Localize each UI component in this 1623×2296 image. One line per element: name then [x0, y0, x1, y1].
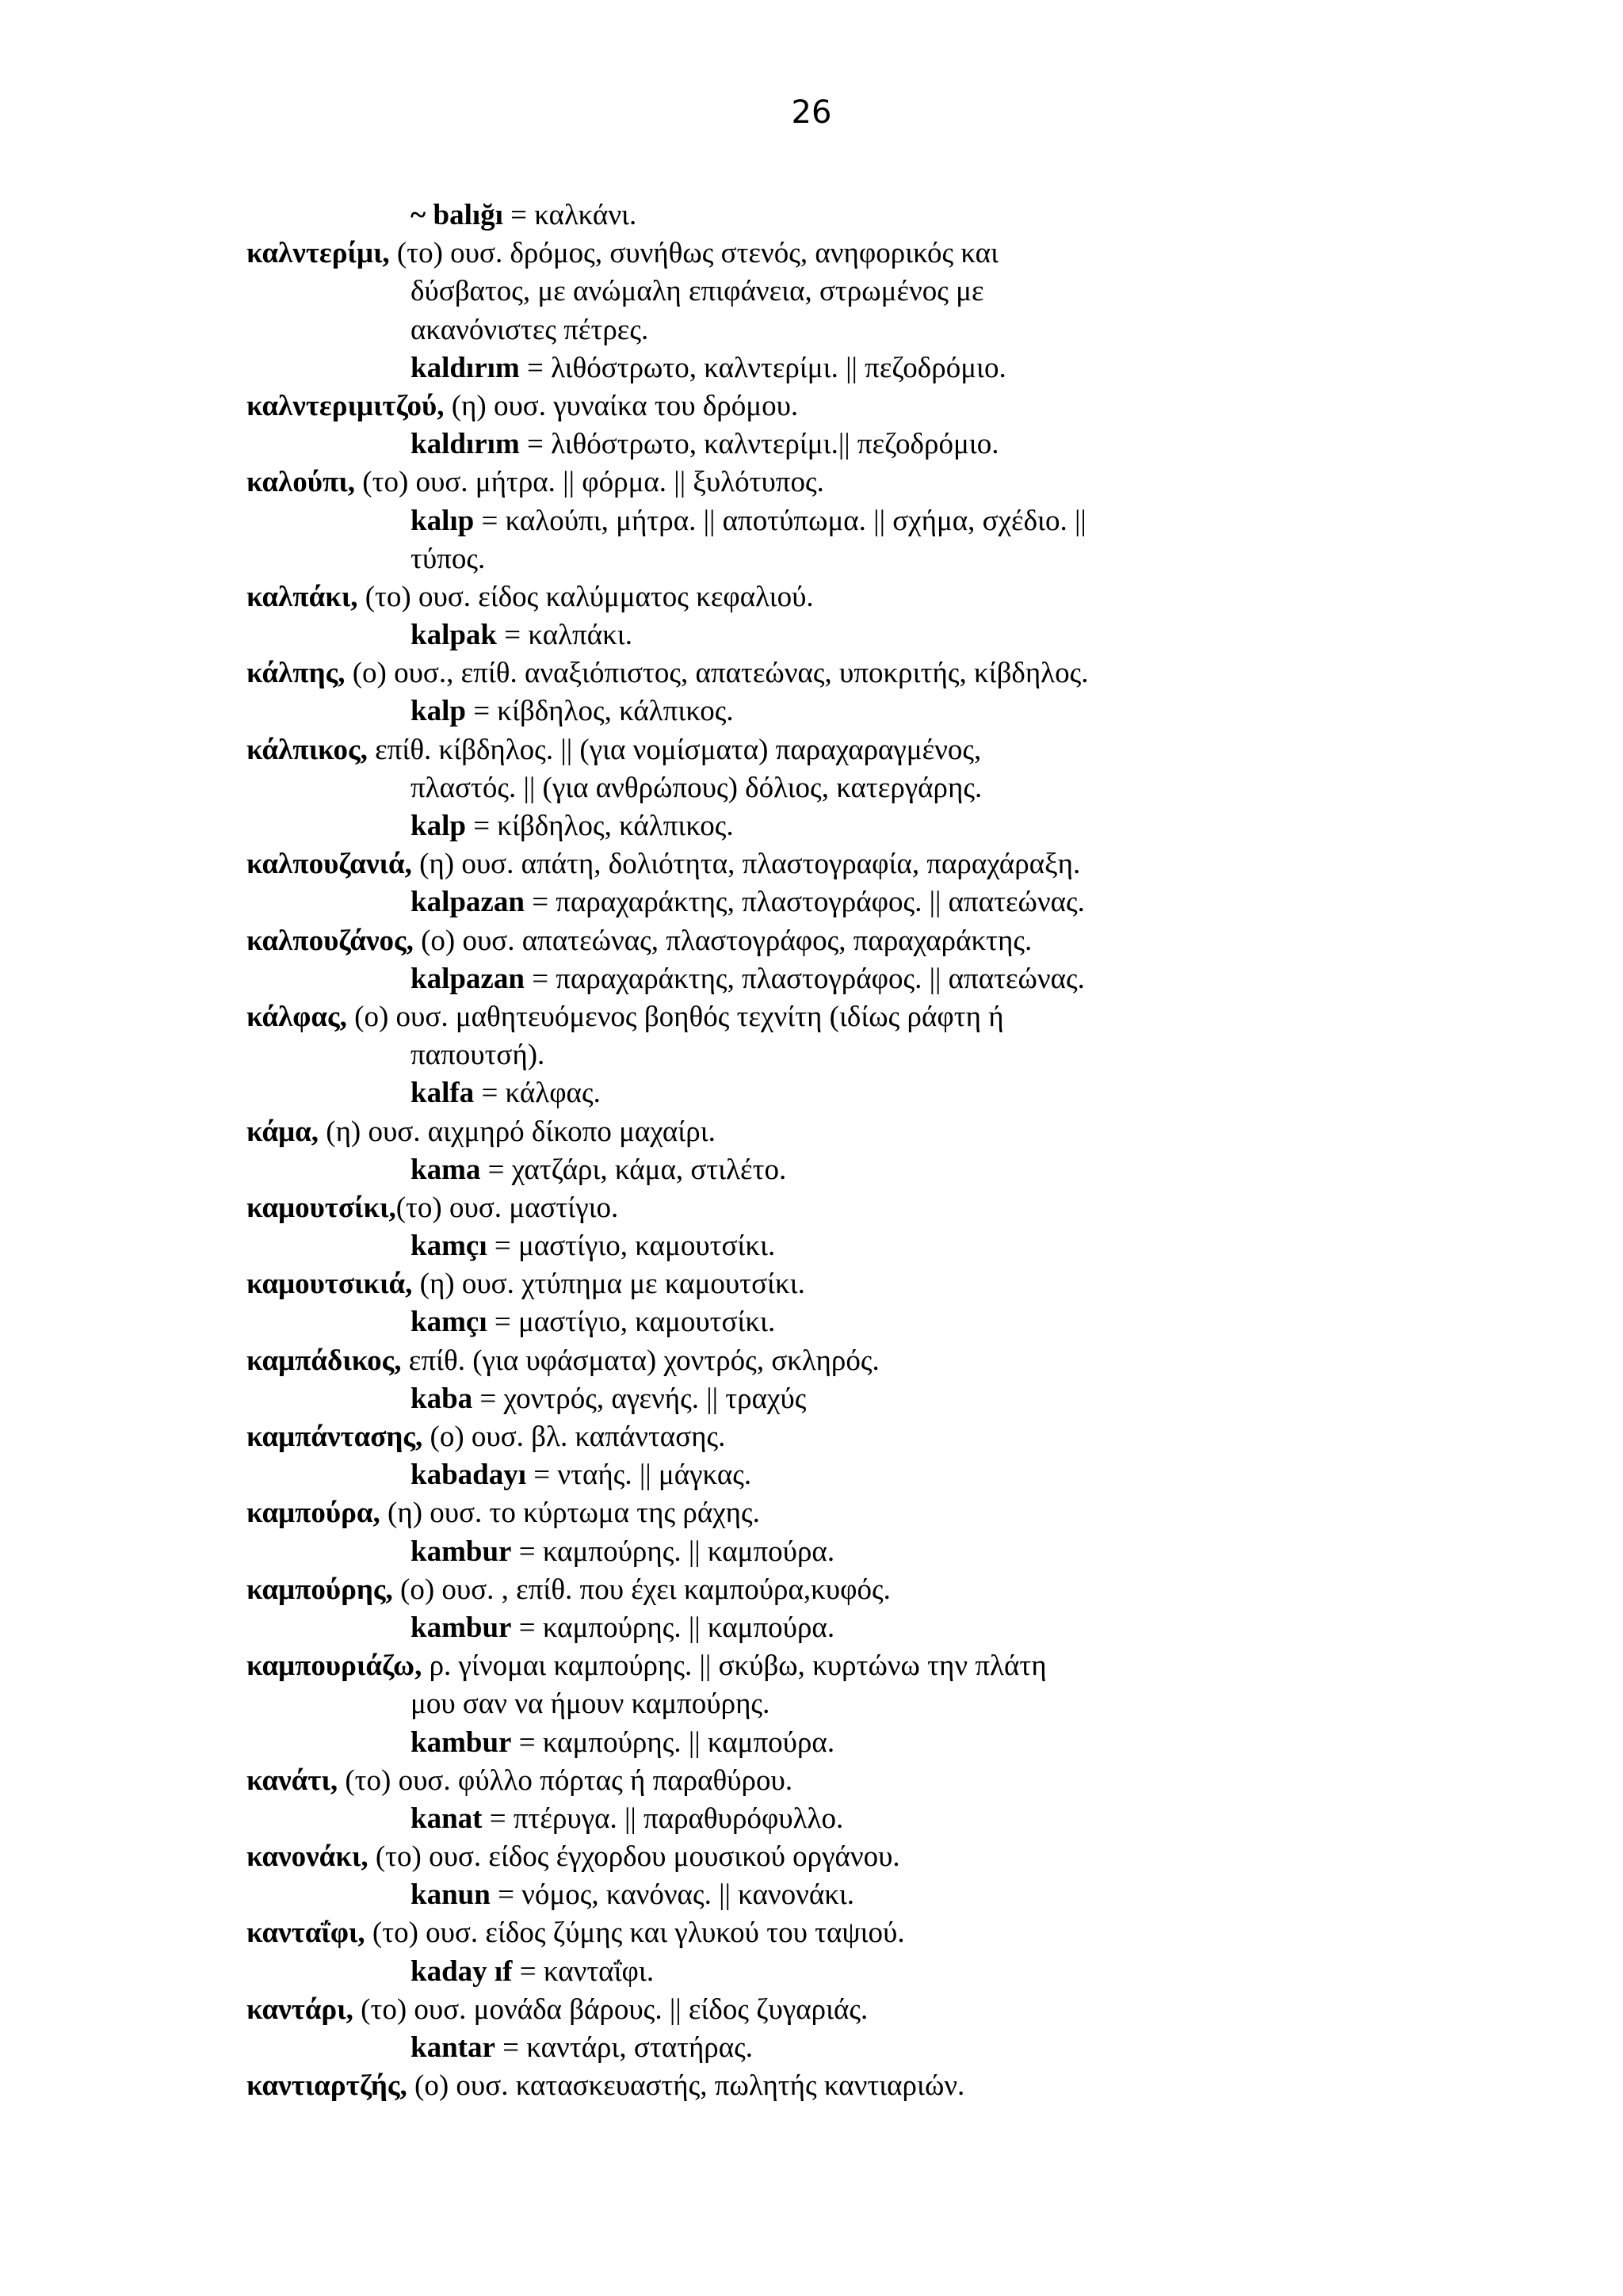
entry-line-headword: [246, 2067, 1419, 2105]
entry-text: ρ. γίνομαι καμπούρης. || σκύβω, κυρτώνω την πλάτη: [422, 1650, 1047, 1683]
entry-line-headword: [246, 845, 1419, 883]
entry-line-continuation: [246, 1533, 1419, 1571]
entry-text: (ο) ουσ. βλ. καπάντασης.: [422, 1421, 726, 1453]
entry-line-continuation: [246, 1609, 1419, 1647]
headword: κάλπης,: [246, 657, 346, 690]
entry-line-continuation: [246, 883, 1419, 921]
etymon-word: kalpak: [411, 619, 498, 652]
etymon-word: kaday ıf: [411, 1955, 513, 1988]
entry-text: = παραχαράκτης, πλαστογράφος. || απατεώνας.: [524, 886, 1085, 919]
entry-line-continuation: [246, 540, 1419, 578]
entry-line-continuation: [246, 1227, 1419, 1265]
entry-line-continuation: [246, 196, 1419, 235]
entry-text: = λιθόστρωτο, καλντερίμι.|| πεζοδρόμιο.: [519, 428, 999, 461]
headword: καμπάδικος,: [246, 1344, 402, 1377]
entry-line-headword: [246, 1838, 1419, 1876]
etymon-word: kambur: [411, 1535, 512, 1568]
entry-line-continuation: [246, 273, 1419, 311]
entry-text: = μαστίγιο, καμουτσίκι.: [487, 1306, 776, 1339]
entry-text: = κάλφας.: [474, 1077, 601, 1110]
entry-line-continuation: [246, 349, 1419, 387]
headword: καλντερίμι,: [246, 237, 390, 270]
headword: καμπούρα,: [246, 1497, 380, 1530]
entry-text: (ο) ουσ. , επίθ. που έχει καμπούρα,κυφός.: [392, 1573, 891, 1606]
entry-line-continuation: [246, 1685, 1419, 1723]
entry-text: (η) ουσ. το κύρτωμα της ράχης.: [380, 1497, 760, 1530]
entry-line-continuation: [246, 1074, 1419, 1112]
entry-text: (ο) ουσ. μαθητευόμενος βοηθός τεχνίτη (ιδίως ράφτη ή: [346, 1000, 1004, 1033]
entry-text: ακανόνιστες πέτρες.: [411, 313, 649, 346]
entry-line-continuation: [246, 1724, 1419, 1762]
entry-line-continuation: [246, 692, 1419, 730]
headword: καντάρι,: [246, 1993, 353, 2026]
headword: καλπάκι,: [246, 580, 358, 613]
entry-line-headword: [246, 1113, 1419, 1151]
headword: καμπουριάζω,: [246, 1650, 422, 1683]
entry-text: (η) ουσ. απάτη, δολιότητα, πλαστογραφία, παραχάραξη.: [411, 848, 1081, 881]
entry-line-continuation: [246, 502, 1419, 540]
headword: κανταΐφι,: [246, 1917, 365, 1950]
entry-line-headword: [246, 1418, 1419, 1456]
entry-text: = λιθόστρωτο, καλντερίμι. || πεζοδρόμιο.: [519, 351, 1006, 384]
etymon-word: ~ balığı: [411, 199, 503, 231]
headword: κανονάκι,: [246, 1840, 369, 1874]
etymon-word: kabadayı: [411, 1459, 527, 1492]
dictionary-entries: [246, 196, 1419, 2105]
etymon-word: kama: [411, 1153, 481, 1186]
entry-text: = νταής. || μάγκας.: [526, 1459, 752, 1492]
etymon-word: kaldırım: [411, 351, 520, 384]
entry-line-headword: [246, 1342, 1419, 1380]
entry-text: = καμπούρης. || καμπούρα.: [511, 1611, 835, 1644]
entry-text: = χοντρός, αγενής. || τραχύς: [472, 1382, 807, 1415]
etymon-word: kalp: [411, 810, 466, 842]
entry-text: = μαστίγιο, καμουτσίκι.: [487, 1230, 776, 1263]
etymon-word: kaldırım: [411, 428, 520, 461]
entry-line-continuation: [246, 1876, 1419, 1914]
entry-text: = κίβδηλος, κάλπικος.: [465, 810, 734, 842]
entry-line-headword: [246, 1494, 1419, 1532]
headword: κάμα,: [246, 1115, 319, 1148]
entry-line-headword: [246, 1265, 1419, 1303]
entry-line-headword: [246, 235, 1419, 273]
entry-text: μου σαν να ήμουν καμπούρης.: [411, 1688, 770, 1721]
entry-line-headword: [246, 1647, 1419, 1685]
etymon-word: kamçı: [411, 1306, 487, 1339]
entry-text: (η) ουσ. αιχμηρό δίκοπο μαχαίρι.: [319, 1115, 716, 1148]
entry-line-continuation: [246, 425, 1419, 463]
entry-line-headword: [246, 1991, 1419, 2029]
etymon-word: kanat: [411, 1802, 483, 1835]
entry-line-continuation: [246, 311, 1419, 349]
entry-text: (ο) ουσ. απατεώνας, πλαστογράφος, παραχαράκτης.: [413, 924, 1033, 957]
entry-text: τύπος.: [411, 542, 486, 575]
etymon-word: kalpazan: [411, 962, 525, 995]
headword: καλπουζάνος,: [246, 924, 414, 957]
entry-text: (ο) ουσ., επίθ. αναξιόπιστος, απατεώνας, υποκριτής, κίβδηλος.: [345, 657, 1089, 690]
entry-line-continuation: [246, 616, 1419, 654]
entry-line-continuation: [246, 1303, 1419, 1341]
entry-text: = καλπάκι.: [497, 619, 632, 652]
entry-line-continuation: [246, 1800, 1419, 1838]
etymon-word: kaba: [411, 1382, 473, 1415]
entry-text: = κανταΐφι.: [512, 1955, 655, 1988]
entry-text: (ο) ουσ. κατασκευαστής, πωλητής καντιαριών.: [407, 2069, 965, 2103]
entry-text: παπουτσή).: [411, 1039, 545, 1072]
headword: κάλφας,: [246, 1000, 347, 1033]
entry-line-headword: [246, 1189, 1419, 1227]
headword: καλούπι,: [246, 466, 355, 499]
page-number: 26: [791, 94, 832, 131]
entry-line-headword: [246, 463, 1419, 502]
entry-line-headword: [246, 578, 1419, 616]
entry-text: (το) ουσ. δρόμος, συνήθως στενός, ανηφορικός και: [389, 237, 999, 270]
headword: καμπάντασης,: [246, 1421, 423, 1453]
entry-text: (το) ουσ. είδος καλύμματος κεφαλιού.: [357, 580, 814, 613]
etymon-word: kantar: [411, 2031, 495, 2064]
entry-text: (το) ουσ. μονάδα βάρους. || είδος ζυγαριάς.: [353, 1993, 869, 2026]
headword: κανάτι,: [246, 1764, 338, 1797]
etymon-word: kalıp: [411, 504, 475, 537]
entry-line-headword: [246, 922, 1419, 960]
entry-text: = καλκάνι.: [502, 199, 637, 231]
entry-text: = καμπούρης. || καμπούρα.: [511, 1535, 835, 1568]
entry-line-continuation: [246, 807, 1419, 845]
etymon-word: kamçı: [411, 1230, 487, 1263]
entry-text: δύσβατος, με ανώμαλη επιφάνεια, στρωμένος με: [411, 275, 984, 308]
headword: καμπούρης,: [246, 1573, 393, 1606]
headword: καμουτσικιά,: [246, 1268, 413, 1301]
entry-text: = κίβδηλος, κάλπικος.: [465, 695, 734, 728]
entry-line-headword: [246, 998, 1419, 1036]
entry-line-headword: [246, 1571, 1419, 1609]
entry-text: = χατζάρι, κάμα, στιλέτο.: [480, 1153, 787, 1186]
entry-line-continuation: [246, 960, 1419, 998]
entry-text: = νόμος, κανόνας. || κανονάκι.: [490, 1878, 855, 1912]
entry-text: (η) ουσ. γυναίκα του δρόμου.: [444, 389, 799, 422]
headword: καντιαρτζής,: [246, 2069, 407, 2103]
headword: καλντεριμιτζού,: [246, 389, 445, 422]
etymon-word: kalfa: [411, 1077, 475, 1110]
entry-text: = παραχαράκτης, πλαστογράφος. || απατεώνας.: [524, 962, 1085, 995]
etymon-word: kambur: [411, 1726, 512, 1759]
entry-line-headword: [246, 731, 1419, 769]
entry-text: επίθ. (για υφάσματα) χοντρός, σκληρός.: [401, 1344, 880, 1377]
headword: καμουτσίκι,: [246, 1191, 396, 1224]
entry-text: = πτέρυγα. || παραθυρόφυλλο.: [482, 1802, 844, 1835]
entry-text: (το) ουσ. μήτρα. || φόρμα. || ξυλότυπος.: [355, 466, 824, 499]
entry-text: (το) ουσ. είδος έγχορδου μουσικού οργάνου.: [368, 1840, 900, 1874]
entry-line-headword: [246, 654, 1419, 692]
entry-text: (η) ουσ. χτύπημα με καμουτσίκι.: [412, 1268, 805, 1301]
entry-text: (το) ουσ. μαστίγιο.: [395, 1191, 619, 1224]
etymon-word: kanun: [411, 1878, 491, 1912]
entry-line-headword: [246, 1914, 1419, 1952]
etymon-word: kambur: [411, 1611, 512, 1644]
entry-line-headword: [246, 387, 1419, 425]
entry-line-continuation: [246, 1456, 1419, 1494]
entry-line-headword: [246, 1762, 1419, 1800]
entry-text: (το) ουσ. φύλλο πόρτας ή παραθύρου.: [338, 1764, 793, 1797]
entry-line-continuation: [246, 1953, 1419, 1991]
entry-text: επίθ. κίβδηλος. || (για νομίσματα) παραχαραγμένος,: [367, 733, 982, 766]
headword: καλπουζανιά,: [246, 848, 412, 881]
entry-line-continuation: [246, 1151, 1419, 1189]
etymon-word: kalp: [411, 695, 466, 728]
entry-line-continuation: [246, 2029, 1419, 2067]
entry-text: (το) ουσ. είδος ζύμης και γλυκού του ταψιού.: [365, 1917, 905, 1950]
entry-text: = καμπούρης. || καμπούρα.: [511, 1726, 835, 1759]
headword: κάλπικος,: [246, 733, 368, 766]
entry-text: = καλούπι, μήτρα. || αποτύπωμα. || σχήμα, σχέδιο. ||: [474, 504, 1086, 537]
entry-line-continuation: [246, 769, 1419, 807]
entry-text: = καντάρι, στατήρας.: [495, 2031, 754, 2064]
entry-line-continuation: [246, 1036, 1419, 1074]
etymon-word: kalpazan: [411, 886, 525, 919]
entry-text: πλαστός. || (για ανθρώπους) δόλιος, κατεργάρης.: [411, 771, 983, 804]
entry-line-continuation: [246, 1380, 1419, 1418]
